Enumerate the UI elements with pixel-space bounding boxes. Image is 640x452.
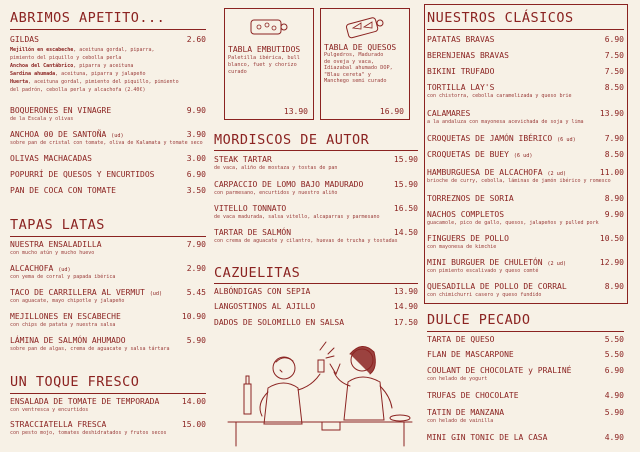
item-price: 13.90 [599,109,624,118]
item-price: 2.90 [186,264,206,273]
item-price: 8.50 [604,83,624,92]
item-price: 7.90 [186,240,206,249]
menu-item: CROQUETAS DE BUEY (6 ud) 8.50 [427,150,624,159]
people-toasting-illustration [222,334,418,448]
menu-item: FLAN DE MASCARPONE 5.50 [427,350,624,359]
section-rule [214,150,418,151]
menu-item: ALCACHOFA (ud) 2.90 con yema de corral y papada ibérica [10,264,206,280]
section-rule [10,393,206,394]
gildas-line: pimiento del piquillo y cebolla perla [10,55,122,61]
item-price: 9.90 [604,210,624,219]
item-price: 5.50 [604,335,624,344]
section-title-clasicos: NUESTROS CLÁSICOS [427,10,574,26]
item-price: 8.90 [604,194,624,203]
item-price: 3.00 [186,154,206,163]
item-price: 15.90 [393,155,418,164]
item-description: guacamole, pico de gallo, quesos, jalapeños y pulled pork [427,220,599,226]
menu-item: NUESTRA ENSALADILLA 7.90 con mucho atún y mucho huevo [10,240,206,256]
item-price: 3.90 [186,130,206,139]
item-price: 2.60 [186,35,206,44]
menu-item: LANGOSTINOS AL AJILLO 14.90 [214,302,418,311]
card-price: 13.90 [283,107,308,116]
item-price: 8.90 [604,282,624,291]
menu-item: COULANT DE CHOCOLATE y PRALINÉ 6.90 con helado de yogurt [427,366,624,382]
item-description: de vaca madurada, salsa vitello, alcaparras y parmesano [214,214,380,220]
item-price: 6.90 [604,35,624,44]
item-description: con chips de patata y nuestra salsa [10,322,116,328]
cutting-board-icon [249,14,289,40]
section-rule [10,29,206,30]
gildas-line: del padrón, cebolla perla y alcachofa (2.40€) [10,87,146,93]
item-description: con ventresca y encurtidos [10,407,89,413]
menu-item: NACHOS COMPLETOS 9.90 guacamole, pico de gallo, quesos, jalapeños y pulled pork [427,210,624,226]
item-price: 7.90 [604,134,624,143]
item-price: 6.90 [604,366,624,375]
menu-item: DADOS DE SOLOMILLO EN SALSA 17.50 [214,318,418,327]
item-description: de vaca, aliño de mostaza y tostas de pan [214,165,338,171]
item-description: con chistorra, cebolla caramelizada y queso brie [427,93,572,99]
section-title-cazuelitas: CAZUELITAS [214,265,301,281]
menu-item: BERENJENAS BRAVAS 7.50 [427,51,624,60]
menu-item: ALBÓNDIGAS CON SEPIA 13.90 [214,287,418,296]
gildas-line: Anchoa del Cantábrico, piparra y aceituna [10,63,134,69]
item-price: 4.90 [604,433,624,442]
item-price: 10.50 [599,234,624,243]
item-description: con crema de aguacate y cilantro, huevas de trucha y tostadas [214,238,398,244]
item-price: 14.00 [181,397,206,406]
item-name: GILDAS [10,35,39,44]
section-title-abrimos: ABRIMOS APETITO... [10,10,166,26]
item-description: con parmesano, encurtidos y nuestro aliño [214,190,338,196]
card-description: Pulgedros, Madurado de oveja y vaca, Idiazabal ahumado DOP, "Blau cereta" y Manchego semi curado [324,52,393,84]
item-price: 14.50 [393,228,418,237]
item-price: 4.90 [604,391,624,400]
menu-item: MEJILLONES EN ESCABECHE 10.90 con chips de patata y nuestra salsa [10,312,206,328]
menu-item: QUESADILLA DE POLLO DE CORRAL 8.90 con chimichurri casero y queso fundido [427,282,624,298]
menu-item: LÁMINA DE SALMÓN AHUMADO 5.90 sobre pan de algas, crema de aguacate y salsa tártara [10,336,206,352]
section-rule [214,283,418,284]
item-description: brioche de curry, cebolla, láminas de jamón ibérico y romesco [427,178,611,184]
item-price: 5.90 [604,408,624,417]
menu-item-gildas [10,35,206,94]
item-price: 5.45 [186,288,206,297]
menu-item: MINI GIN TONIC DE LA CASA 4.90 [427,433,624,442]
menu-item: BIKINI TRUFADO 7.50 [427,67,624,76]
item-description: con helado de vainilla [427,418,494,424]
item-description: con mucho atún y mucho huevo [10,250,95,256]
card-tabla-quesos [320,8,410,120]
card-title: TABLA DE QUESOS [324,43,397,52]
item-price: 16.50 [393,204,418,213]
menu-item: STEAK TARTAR 15.90 de vaca, aliño de mostaza y tostas de pan [214,155,418,171]
section-rule [427,29,624,30]
item-description: sobre pan de cristal con tomate, oliva de Kalamata y tomate seco [10,140,203,146]
item-price: 10.90 [181,312,206,321]
menu-item: BOQUERONES EN VINAGRE 9.90 de la Escala y olivas [10,106,206,122]
item-price: 5.50 [604,350,624,359]
section-title-fresco: UN TOQUE FRESCO [10,374,140,390]
menu-item: CALAMARES 13.90 a la andaluza con mayonesa acevichada de soja y lima [427,109,624,125]
menu-item: TARTAR DE SALMÓN 14.50 con crema de aguacate y cilantro, huevas de trucha y tostadas [214,228,418,244]
menu-item: TORTILLA LAY'S 8.50 con chistorra, cebolla caramelizada y queso brie [427,83,624,99]
gildas-line: Huerta, aceituna gordal, pimiento del piquillo, pimiento [10,79,179,85]
item-price: 7.50 [604,67,624,76]
item-price: 15.90 [393,180,418,189]
item-description: con mayonesa de kimchie [427,244,497,250]
item-description: con chimichurri casero y queso fundido [427,292,542,298]
menu-item: TATIN DE MANZANA 5.90 con helado de vainilla [427,408,624,424]
item-price: 11.00 [599,168,624,177]
item-description: con pimiento escalivado y queso comté [427,268,539,274]
item-price: 14.90 [393,302,418,311]
menu-item: ENSALADA DE TOMATE DE TEMPORADA 14.00 con ventresca y encurtidos [10,397,206,413]
item-price: 9.90 [186,106,206,115]
item-description: de la Escala y olivas [10,116,74,122]
gildas-description [10,46,206,94]
section-title-mordiscos: MORDISCOS DE AUTOR [214,132,370,148]
item-price: 3.50 [186,186,206,195]
menu-item: STRACCIATELLA FRESCA 15.00 con pesto mojo, tomates deshidratados y frutos secos [10,420,206,436]
menu-item: TORREZNOS DE SORIA 8.90 [427,194,624,203]
item-price: 17.50 [393,318,418,327]
menu-item: PATATAS BRAVAS 6.90 [427,35,624,44]
cheese-board-icon [345,14,385,40]
item-description: con aguacate, mayo chipotle y jalapeño [10,298,125,304]
item-description: con pesto mojo, tomates deshidratados y frutos secos [10,430,167,436]
gildas-line: Sardina ahumada, aceituna, piparra y jalapeño [10,71,146,77]
item-price: 8.50 [604,150,624,159]
menu-item: TRUFAS DE CHOCOLATE 4.90 [427,391,624,400]
item-price: 13.90 [393,287,418,296]
menu-item: ANCHOA 00 DE SANTOÑA (ud) 3.90 sobre pan de cristal con tomate, oliva de Kalamata y tomate seco [10,130,206,146]
menu-item: POPURRÍ DE QUESOS Y ENCURTIDOS 6.90 [10,170,206,179]
section-rule [427,331,624,332]
menu-item: MINI BURGUER DE CHULETÓN (2 ud) 12.90 con pimiento escalivado y queso comté [427,258,624,274]
menu-item: VITELLO TONNATO 16.50 de vaca madurada, salsa vitello, alcaparras y parmesano [214,204,418,220]
gildas-line: Mejillón en escabeche, aceituna gordal, piparra, [10,47,155,53]
card-title: TABLA EMBUTIDOS [228,45,301,54]
item-price: 5.90 [186,336,206,345]
item-price: 7.50 [604,51,624,60]
section-title-tapas: TAPAS LATAS [10,217,105,233]
menu-item: OLIVAS MACHACADAS 3.00 [10,154,206,163]
menu-item: TACO DE CARRILLERA AL VERMUT (ud) 5.45 con aguacate, mayo chipotle y jalapeño [10,288,206,304]
item-price: 12.90 [599,258,624,267]
card-description: Paletilla ibérica, bull blanco, fuet y chorizo curado [228,55,300,75]
menu-item: CROQUETAS DE JAMÓN IBÉRICO (6 ud) 7.90 [427,134,624,143]
section-rule [10,236,206,237]
item-description: con yema de corral y papada ibérica [10,274,116,280]
card-tabla-embutidos [224,8,314,120]
item-description: con helado de yogurt [427,376,488,382]
menu-item: HAMBURGUESA DE ALCACHOFA (2 ud) 11.00 brioche de curry, cebolla, láminas de jamón ibérico y romesco [427,168,624,184]
item-description: a la andaluza con mayonesa acevichada de soja y lima [427,119,584,125]
item-description: sobre pan de algas, crema de aguacate y salsa tártara [10,346,170,352]
item-price: 6.90 [186,170,206,179]
menu-item: FINGUERS DE POLLO 10.50 con mayonesa de kimchie [427,234,624,250]
menu-item: TARTA DE QUESO 5.50 [427,335,624,344]
card-price: 16.90 [379,107,404,116]
menu-item: CARPACCIO DE LOMO BAJO MADURADO 15.90 con parmesano, encurtidos y nuestro aliño [214,180,418,196]
item-price: 15.00 [181,420,206,429]
menu-item: PAN DE COCA CON TOMATE 3.50 [10,186,206,195]
section-title-dulce: DULCE PECADO [427,312,531,328]
